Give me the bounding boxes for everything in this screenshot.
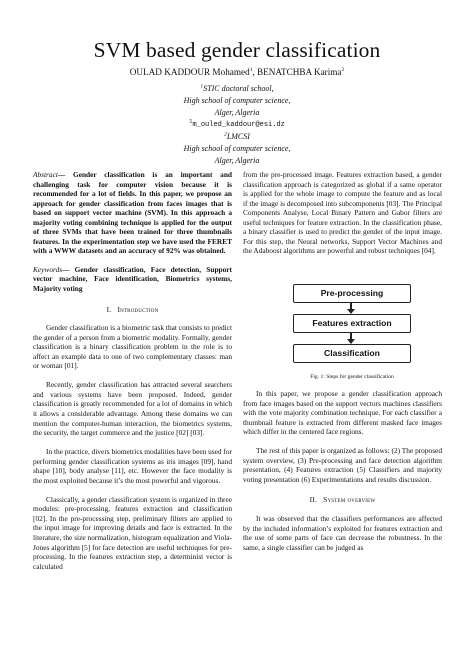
email-text: m_ouled_kaddour@esi.dz: [192, 121, 285, 129]
features-extraction-box: Features extraction: [293, 314, 411, 333]
keywords-dash: —: [62, 264, 75, 274]
paper-title: SVM based gender classification: [93, 38, 381, 62]
section-heading: [33, 305, 232, 315]
section-numeral: II.: [309, 495, 318, 505]
affiliation-line: [0, 83, 474, 95]
affiliation-email: [0, 119, 474, 131]
abstract-text: Gender classification is an important and challenging task for computer vision because it is recommended for a lot of fields. In this paper, we propose an approach for gender classification from faces images that is based on support vector machine (SVM). In this approach a majority voting combining technique is applied for the output of three SVMs that have been trained for three thumbnails features. In the experimentation step we have used the FERET with a WWW datasets and an accuracy of 92% was obtained.: [33, 170, 232, 256]
paragraph: Recently, gender classification has attracted several searchers and various systems have been proposed. Indeed, gender classification is greatly recommended for a lot of domains in which it allows a considerable advantage. Among these domains we can mention the computer-human interaction, the biometrics systems, the security, the target commerce and the justice [02] [03].: [33, 380, 232, 438]
pipeline-diagram: [293, 284, 411, 372]
paragraph: Gender classification is a biometric task that consists to predict the gender of a person from a biometric modality. Formally, gender classification is a binary classification problem in the role is to affect an example data to one of two complementary classes: man or woman [01].: [33, 323, 232, 371]
right-column-top: [243, 170, 442, 256]
section-numeral: I.: [106, 304, 112, 314]
paragraph: The rest of this paper is organized as follows: (2) The proposed system overview, (3) Pre-processing and face detection algorithm presentation, (4) Features extraction (5) Classifiers and majority voting presentation (6) Experimentations and results discussion.: [243, 446, 442, 484]
affiliation-text: STIC doctoral school,: [203, 84, 274, 93]
affiliation-text: High school of computer science,: [183, 144, 291, 153]
affiliation-line: [0, 143, 474, 155]
affiliation-sup: 1: [200, 83, 204, 90]
keywords-label: Keywords: [33, 264, 63, 274]
section-title: System overview: [323, 495, 376, 505]
affiliation-line: [0, 107, 474, 119]
affiliation-text: Alger, Algeria: [214, 156, 260, 165]
affiliation-text: LMCSI: [226, 132, 250, 141]
author-separator: ,: [252, 67, 258, 77]
keywords: [33, 265, 232, 294]
affiliation-sup: 2: [224, 131, 227, 138]
author-1: OULAD KADDOUR Mohamed: [129, 67, 250, 77]
classification-box: Classification: [293, 344, 411, 363]
right-column-bottom: [243, 389, 442, 552]
author-2: BENATCHBA Karima: [257, 67, 342, 77]
affiliation-line: [0, 155, 474, 167]
keywords-text: Gender classification, Face detection, Support vector machine, Face identification, Biometrics systems, Majority voting: [33, 264, 232, 294]
affiliation-line: [0, 131, 474, 143]
paragraph: In the practice, divers biometrics modalities have been used for performing gender classification systems as iris images [09], hand shape [10], body analyse [11], etc. However the face modality is the most exploited because it’s the most powerful and vigorous.: [33, 447, 232, 485]
author-1-sup: 1: [249, 66, 253, 73]
section-heading: [243, 495, 442, 505]
abstract-dash: —: [57, 170, 73, 179]
author-line: [0, 67, 474, 77]
affiliation-text: High school of computer science,: [183, 96, 291, 105]
affiliation-line: [0, 95, 474, 107]
paragraph: Classically, a gender classification system is organized in three modules: pre-processing, features extraction and classification [02]. In the pre-processing step, preliminary filters are applied to the input image for improving details and face is extracted. In the literature, the size normalization, histogram equalization and Viola-Jones algorithm [5] for face detection are useful techniques for pre-processing. In the features extraction step, a determinist vector is calculated: [33, 494, 232, 571]
section-title: Introduction: [117, 304, 159, 314]
paragraph: In this paper, we propose a gender classification approach from face images based on the support vectors machines classifiers with the vote majority combination technique. For each classifier a thumbnail feature is extracted from different masked face images which differ in the centered face regions.: [243, 389, 442, 437]
paragraph: from the pre-processed image. Features extraction based, a gender classification approach is categorized as global if a same operator is applied for the whole image to compute the feature and as local if the image is decomposed into subcomponents [03]. The Principal Components Analyse, Local Binary Pattern and Gabor filters are useful techniques for feature extraction. In the classification phase, a binary classifier is used to predict the gender of the input image. For this step, the Neural networks, Support Vector Machines and the Adaboost algorithms are powerful and robust techniques [04].: [243, 170, 442, 256]
figure-caption: Fig. 1: Steps for gender classification: [310, 374, 394, 380]
preprocessing-box: Pre-processing: [293, 284, 411, 303]
left-column: [33, 170, 232, 571]
affiliation-sup: 1: [189, 117, 193, 125]
abstract-label: Abstract: [33, 170, 58, 179]
author-2-sup: 2: [341, 66, 345, 73]
affiliation-text: Alger, Algeria: [214, 108, 260, 117]
paragraph: It was observed that the classifiers performances are affected by the included information’s exploited for features extraction and the use of some parts of face can decrease the robustness. In the same, a single classifier can be judged as: [243, 513, 442, 552]
abstract: [33, 170, 232, 256]
